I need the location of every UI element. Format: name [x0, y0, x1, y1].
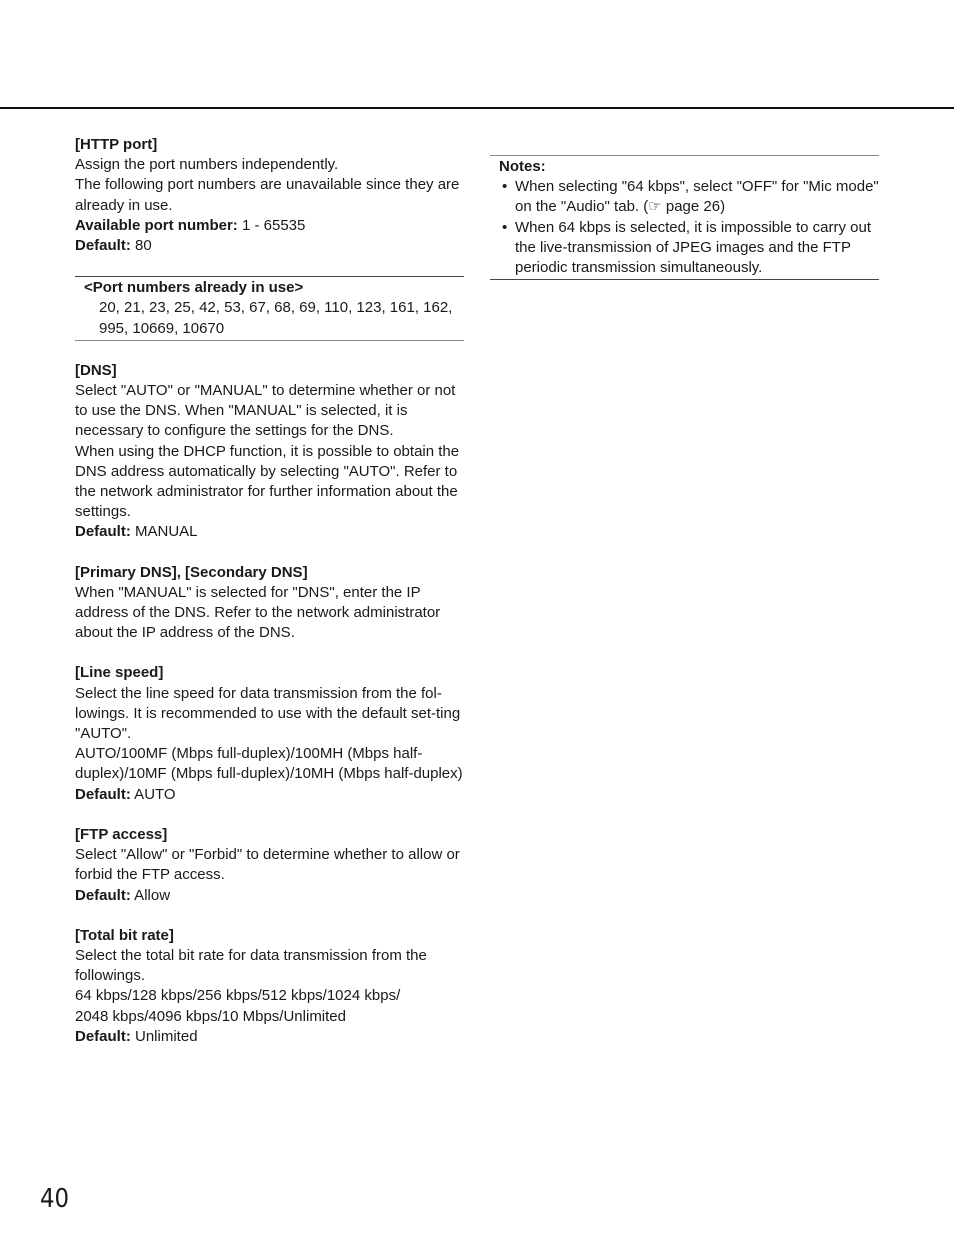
- note-item: [490, 218, 879, 279]
- total-bit-rate-text-3: 2048 kbps/4096 kbps/10 Mbps/Unlimited: [75, 1007, 346, 1025]
- total-bit-rate-text-2: 64 kbps/128 kbps/256 kbps/512 kbps/1024 kbps/: [75, 987, 401, 1005]
- section-ftp-access: [75, 825, 467, 906]
- http-port-default-line: [75, 236, 467, 256]
- http-port-default-value: 80: [130, 237, 152, 255]
- available-port-line: [75, 216, 467, 236]
- ftp-access-default-value: Allow: [130, 886, 171, 904]
- dns-text-1: Select "AUTO" or "MANUAL" to determine whether or not to use the DNS. When "MANUAL" is selected, it is necessary to configure the settings for the DNS.: [75, 382, 456, 440]
- dns-default-value: MANUAL: [130, 523, 198, 541]
- note-text-2: When 64 kbps is selected, it is impossible to carry out the live-transmission of JPEG images and the FTP periodic transmission simultaneously.: [515, 218, 871, 277]
- total-bit-rate-heading: [Total bit rate]: [75, 926, 174, 944]
- http-port-default-label: Default:: [75, 237, 131, 255]
- line-speed-default-value: AUTO: [130, 785, 176, 803]
- notes-list: [490, 177, 879, 278]
- total-bit-rate-text-1: Select the total bit rate for data transmission from the followings.: [75, 946, 427, 985]
- section-total-bit-rate: [75, 926, 467, 1047]
- section-primary-dns: [75, 563, 467, 644]
- note-item: [490, 177, 879, 217]
- header-rule: [0, 107, 954, 109]
- page-number: 40: [40, 1184, 70, 1214]
- note-text-1: When selecting "64 kbps", select "OFF" for "Mic mode" on the "Audio" tab. (☞ page 26): [515, 178, 879, 216]
- ports-in-use-box: [75, 276, 464, 341]
- dns-default-line: [75, 522, 467, 542]
- http-port-heading: [HTTP port]: [75, 136, 158, 153]
- ftp-access-text: Select "Allow" or "Forbid" to determine whether to allow or forbid the FTP access.: [75, 846, 460, 884]
- section-line-speed: [75, 663, 467, 804]
- section-dns: [75, 361, 467, 543]
- available-port-value: 1 - 65535: [237, 216, 306, 234]
- ftp-access-default-label: Default:: [75, 886, 131, 904]
- line-speed-default-line: [75, 785, 467, 805]
- notes-box: [490, 155, 879, 280]
- ports-in-use-title: <Port numbers already in use>: [84, 279, 304, 297]
- left-column: [75, 135, 467, 1067]
- notes-title: Notes:: [499, 158, 546, 175]
- available-port-label: Available port number:: [75, 216, 238, 234]
- total-bit-rate-default-value: Unlimited: [130, 1027, 198, 1045]
- ftp-access-heading: [FTP access]: [75, 825, 168, 843]
- dns-text-2: When using the DHCP function, it is possible to obtain the DNS address automatically by selecting "AUTO". Refer to the network administrator for further information about the settings.: [75, 442, 460, 521]
- total-bit-rate-default-label: Default:: [75, 1027, 131, 1045]
- dns-heading: [DNS]: [75, 361, 117, 379]
- ports-in-use-list: 20, 21, 23, 25, 42, 53, 67, 68, 69, 110, 123, 161, 162, 995, 10669, 10670: [99, 299, 453, 337]
- section-http-port: [75, 135, 467, 256]
- dns-default-label: Default:: [75, 523, 131, 541]
- bullet-icon: •: [502, 218, 508, 236]
- primary-dns-heading: [Primary DNS], [Secondary DNS]: [75, 563, 308, 581]
- total-bit-rate-default-line: [75, 1027, 467, 1047]
- ftp-access-default-line: [75, 886, 467, 906]
- right-column: [490, 155, 879, 280]
- line-speed-default-label: Default:: [75, 785, 131, 803]
- http-port-text-2: The following port numbers are unavailable since they are already in use.: [75, 176, 460, 214]
- primary-dns-text: When "MANUAL" is selected for "DNS", enter the IP address of the DNS. Refer to the network administrator about the IP address of the DNS.: [75, 583, 441, 642]
- line-speed-heading: [Line speed]: [75, 664, 164, 682]
- line-speed-text-2: AUTO/100MF (Mbps full-duplex)/100MH (Mbps half-duplex)/10MF (Mbps full-duplex)/10MH (Mbps half-duplex): [75, 745, 463, 783]
- bullet-icon: •: [502, 178, 508, 196]
- http-port-text-1: Assign the port numbers independently.: [75, 156, 339, 174]
- line-speed-text-1: Select the line speed for data transmission from the fol-lowings. It is recommended to use with the default set-ting "AUTO".: [75, 684, 461, 743]
